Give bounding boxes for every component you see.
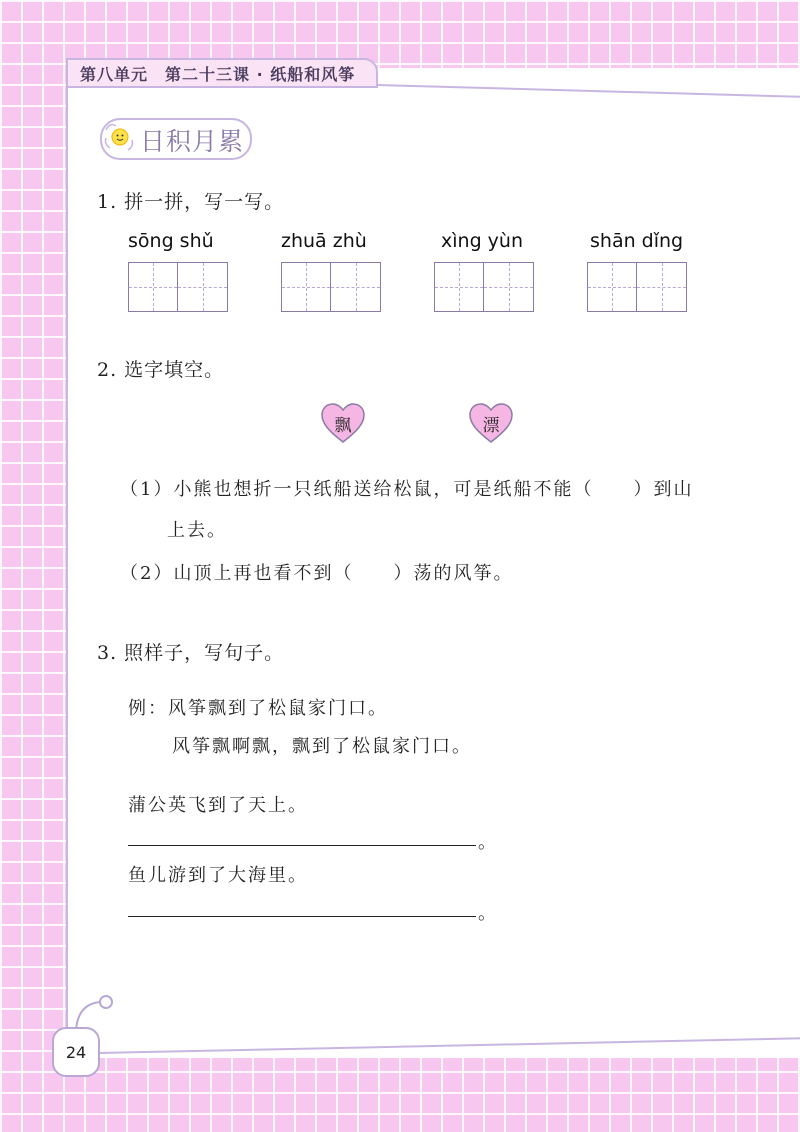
pinyin-label: xìng yùn <box>441 230 523 252</box>
section-title: 日积月累 <box>140 127 245 156</box>
q3-example-2: 风筝飘啊飘，飘到了松鼠家门口。 <box>172 736 472 757</box>
writing-cell[interactable] <box>637 262 687 312</box>
q3-task-2: 鱼儿游到了大海里。 <box>128 865 308 886</box>
q3-task-1: 蒲公英飞到了天上。 <box>128 795 308 816</box>
q1-item-1 <box>128 230 214 252</box>
q1-item-3 <box>441 230 523 252</box>
writing-grid-3[interactable] <box>434 262 534 312</box>
q3-example-1: 例：风筝飘到了松鼠家门口。 <box>128 698 388 719</box>
answer-line-2[interactable] <box>128 916 476 917</box>
q2-sentence-2: （2）山顶上再也看不到（ ）荡的风筝。 <box>120 563 514 584</box>
q2-prompt: 2. 选字填空。 <box>97 359 225 381</box>
pinyin-label: zhuā zhù <box>281 230 367 252</box>
lesson-header: 第八单元 第二十三课 · 纸船和风筝 <box>66 58 378 88</box>
writing-cell[interactable] <box>128 262 178 312</box>
period-2: 。 <box>478 903 496 924</box>
writing-cell[interactable] <box>434 262 484 312</box>
writing-cell[interactable] <box>587 262 637 312</box>
writing-cell[interactable] <box>281 262 331 312</box>
writing-grid-4[interactable] <box>587 262 687 312</box>
pinyin-label: shān dǐng <box>590 230 684 252</box>
sun-icon <box>102 120 136 154</box>
choice-heart-1[interactable] <box>320 402 366 444</box>
period-1: 。 <box>478 832 496 853</box>
page-number: 24 <box>52 1027 100 1077</box>
writing-cell[interactable] <box>178 262 228 312</box>
q1-item-4 <box>590 230 683 252</box>
choice-char: 飘 <box>334 416 352 436</box>
pinyin-label: sōng shǔ <box>128 230 214 252</box>
section-badge <box>90 112 250 162</box>
choice-char: 漂 <box>482 416 500 436</box>
writing-grid-1[interactable] <box>128 262 228 312</box>
q1-item-2 <box>281 230 367 252</box>
q2-sentence-1-line-1: （1）小熊也想折一只纸船送给松鼠，可是纸船不能（ ）到山 <box>120 479 694 500</box>
q3-prompt: 3. 照样子，写句子。 <box>97 642 285 664</box>
choice-heart-2[interactable] <box>468 402 514 444</box>
q1-prompt: 1. 拼一拼，写一写。 <box>97 191 285 213</box>
writing-cell[interactable] <box>484 262 534 312</box>
answer-line-1[interactable] <box>128 845 476 846</box>
q2-sentence-1-line-2: 上去。 <box>167 520 227 541</box>
writing-grid-2[interactable] <box>281 262 381 312</box>
writing-cell[interactable] <box>331 262 381 312</box>
